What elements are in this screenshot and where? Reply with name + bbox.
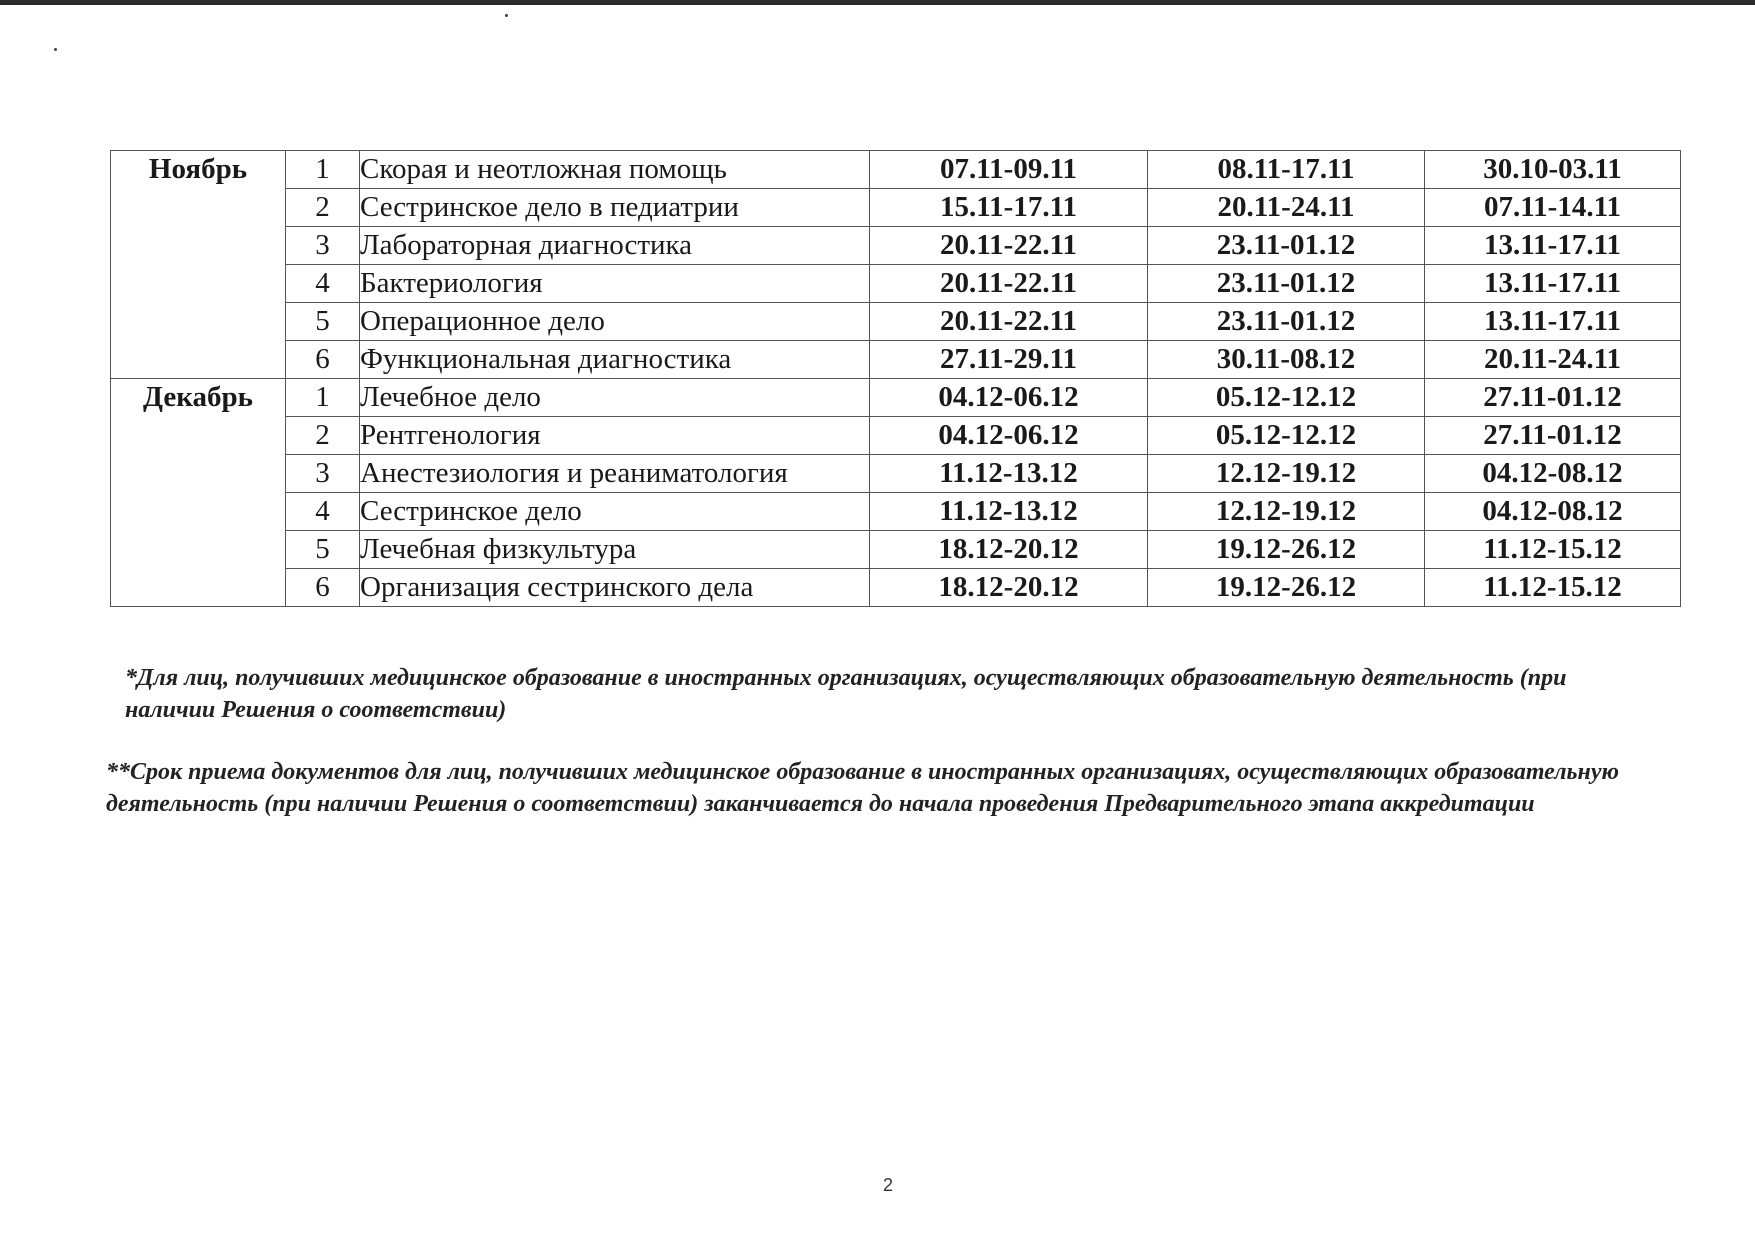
specialty-cell: Функциональная диагностика	[360, 341, 870, 379]
date-range-cell-1: 15.11-17.11	[870, 189, 1148, 227]
date-range-cell-1: 18.12-20.12	[870, 531, 1148, 569]
specialty-cell: Организация сестринского дела	[360, 569, 870, 607]
date-range-cell-1: 27.11-29.11	[870, 341, 1148, 379]
table-row	[111, 265, 1681, 303]
table-row	[111, 379, 1681, 417]
date-range-cell-1: 07.11-09.11	[870, 151, 1148, 189]
row-number-cell: 4	[286, 265, 360, 303]
date-range-cell-3: 07.11-14.11	[1425, 189, 1681, 227]
date-range-cell-2: 23.11-01.12	[1148, 227, 1425, 265]
date-range-cell-1: 20.11-22.11	[870, 265, 1148, 303]
table-row	[111, 341, 1681, 379]
date-range-cell-1: 11.12-13.12	[870, 455, 1148, 493]
row-number-cell: 4	[286, 493, 360, 531]
specialty-cell: Рентгенология	[360, 417, 870, 455]
date-range-cell-3: 30.10-03.11	[1425, 151, 1681, 189]
date-range-cell-3: 04.12-08.12	[1425, 493, 1681, 531]
specialty-cell: Лечебная физкультура	[360, 531, 870, 569]
table-row	[111, 303, 1681, 341]
row-number-cell: 1	[286, 379, 360, 417]
date-range-cell-3: 20.11-24.11	[1425, 341, 1681, 379]
date-range-cell-1: 04.12-06.12	[870, 379, 1148, 417]
date-range-cell-2: 30.11-08.12	[1148, 341, 1425, 379]
specialty-cell: Операционное дело	[360, 303, 870, 341]
date-range-cell-2: 12.12-19.12	[1148, 455, 1425, 493]
date-range-cell-1: 04.12-06.12	[870, 417, 1148, 455]
specialty-cell: Лечебное дело	[360, 379, 870, 417]
table-row	[111, 569, 1681, 607]
scan-speck	[54, 48, 57, 51]
row-number-cell: 2	[286, 189, 360, 227]
date-range-cell-2: 23.11-01.12	[1148, 265, 1425, 303]
table-row	[111, 531, 1681, 569]
date-range-cell-1: 18.12-20.12	[870, 569, 1148, 607]
date-range-cell-2: 19.12-26.12	[1148, 569, 1425, 607]
date-range-cell-2: 20.11-24.11	[1148, 189, 1425, 227]
date-range-cell-3: 11.12-15.12	[1425, 531, 1681, 569]
table-row	[111, 493, 1681, 531]
row-number-cell: 5	[286, 303, 360, 341]
date-range-cell-2: 12.12-19.12	[1148, 493, 1425, 531]
row-number-cell: 5	[286, 531, 360, 569]
schedule-body	[111, 151, 1681, 607]
date-range-cell-3: 11.12-15.12	[1425, 569, 1681, 607]
date-range-cell-3: 04.12-08.12	[1425, 455, 1681, 493]
date-range-cell-3: 27.11-01.12	[1425, 379, 1681, 417]
date-range-cell-1: 11.12-13.12	[870, 493, 1148, 531]
date-range-cell-2: 05.12-12.12	[1148, 379, 1425, 417]
row-number-cell: 2	[286, 417, 360, 455]
specialty-cell: Бактериология	[360, 265, 870, 303]
date-range-cell-1: 20.11-22.11	[870, 303, 1148, 341]
date-range-cell-1: 20.11-22.11	[870, 227, 1148, 265]
row-number-cell: 6	[286, 569, 360, 607]
specialty-cell: Лабораторная диагностика	[360, 227, 870, 265]
specialty-cell: Сестринское дело	[360, 493, 870, 531]
table-row	[111, 227, 1681, 265]
date-range-cell-2: 23.11-01.12	[1148, 303, 1425, 341]
table-row	[111, 455, 1681, 493]
date-range-cell-2: 05.12-12.12	[1148, 417, 1425, 455]
footnote-double-asterisk: **Срок приема документов для лиц, получивших медицинское образование в иностранных организациях, осуществляющих образовательную деятельность (при наличии Решения о соответствии) заканчивается до начала проведения Предварительного этапа аккредитации	[106, 759, 1620, 817]
table-row	[111, 189, 1681, 227]
row-number-cell: 3	[286, 227, 360, 265]
date-range-cell-3: 13.11-17.11	[1425, 303, 1681, 341]
month-cell: Декабрь	[111, 379, 286, 607]
row-number-cell: 6	[286, 341, 360, 379]
table-row	[111, 417, 1681, 455]
scan-top-edge	[0, 0, 1755, 5]
row-number-cell: 1	[286, 151, 360, 189]
specialty-cell: Сестринское дело в педиатрии	[360, 189, 870, 227]
date-range-cell-3: 13.11-17.11	[1425, 227, 1681, 265]
specialty-cell: Анестезиология и реаниматология	[360, 455, 870, 493]
accreditation-schedule-table	[110, 150, 1681, 607]
specialty-cell: Скорая и неотложная помощь	[360, 151, 870, 189]
table-row	[111, 151, 1681, 189]
scan-speck	[505, 14, 508, 17]
date-range-cell-3: 27.11-01.12	[1425, 417, 1681, 455]
footnote-single-asterisk: *Для лиц, получивших медицинское образование в иностранных организациях, осуществляющих образовательную деятельность (при наличии Решения о соответствии)	[125, 665, 1567, 723]
row-number-cell: 3	[286, 455, 360, 493]
date-range-cell-2: 08.11-17.11	[1148, 151, 1425, 189]
date-range-cell-3: 13.11-17.11	[1425, 265, 1681, 303]
month-cell: Ноябрь	[111, 151, 286, 379]
date-range-cell-2: 19.12-26.12	[1148, 531, 1425, 569]
page-number: 2	[882, 1175, 893, 1195]
